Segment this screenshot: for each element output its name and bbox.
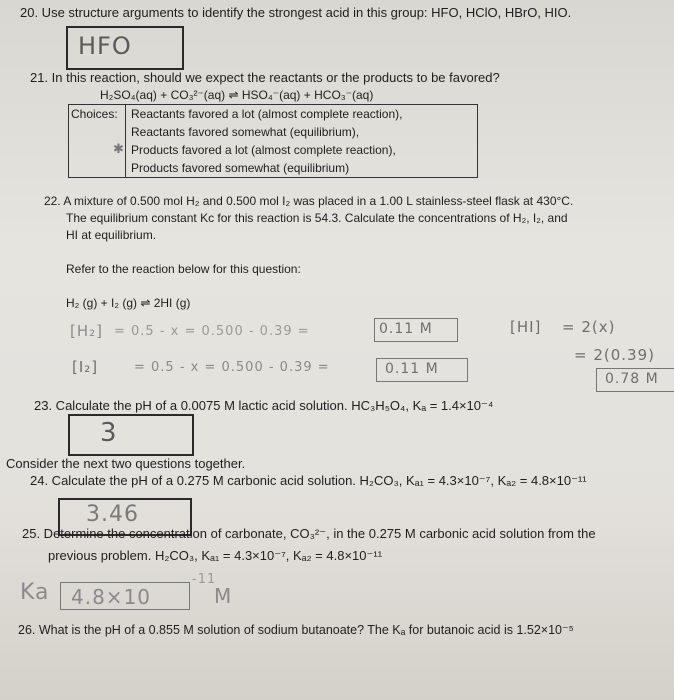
h2-answer: 0.11 M	[379, 321, 433, 337]
question-26: 26. What is the pH of a 0.855 M solution of sodium butanoate? The Kₐ for butanoic acid is 1.52×10⁻⁵	[18, 623, 574, 637]
choices-divider	[125, 105, 126, 177]
question-25-line-1: 25. Determine the concentration of carbonate, CO₃²⁻, in the 0.275 M carbonic acid solution from the	[22, 526, 596, 541]
reaction-equation: H₂ (g) + I₂ (g) ⇌ 2HI (g)	[66, 296, 191, 310]
i2-answer: 0.11 M	[385, 361, 439, 377]
hi-line-2: = 2(0.39)	[574, 346, 655, 364]
question-20: 20. Use structure arguments to identify the strongest acid in this group: HFO, HClO, HBrO, HIO.	[20, 5, 572, 20]
h2-expression: = 0.5 - x = 0.500 - 0.39 =	[114, 324, 310, 339]
hi-answer: 0.78 M	[605, 371, 659, 387]
answer-box-23	[68, 414, 194, 456]
answer-box-25	[60, 582, 190, 610]
question-22-line-2: The equilibrium constant Kc for this reaction is 54.3. Calculate the concentrations of H₂, I₂, and	[66, 211, 568, 225]
question-23: 23. Calculate the pH of a 0.0075 M lactic acid solution. HC₃H₅O₄, Kₐ = 1.4×10⁻⁴	[34, 398, 494, 413]
answer-23: 3	[100, 418, 118, 448]
refer-instruction: Refer to the reaction below for this question:	[66, 262, 301, 276]
hi-line-1: = 2(x)	[562, 318, 616, 336]
answer-25-exponent: -11	[192, 572, 217, 587]
hi-answer-box	[596, 368, 674, 392]
choice-3: Products favored a lot (almost complete reaction),	[131, 143, 396, 157]
question-22-line-3: HI at equilibrium.	[66, 228, 157, 242]
answer-25-unit: M	[214, 584, 233, 608]
answer-20: HFO	[78, 32, 132, 60]
answer-box-20	[66, 26, 184, 70]
choice-1: Reactants favored a lot (almost complete reaction),	[131, 107, 403, 121]
i2-expression: = 0.5 - x = 0.500 - 0.39 =	[134, 360, 330, 375]
question-21: 21. In this reaction, should we expect the reactants or the products to be favored?	[30, 70, 500, 85]
choices-box	[68, 104, 478, 178]
consider-instruction: Consider the next two questions together.	[6, 456, 246, 471]
i2-label: [I₂]	[72, 358, 99, 376]
question-24: 24. Calculate the pH of a 0.275 M carbonic acid solution. H₂CO₃, Kₐ₁ = 4.3×10⁻⁷, Kₐ₂ = 4.8×10⁻¹¹	[30, 473, 587, 488]
q21-equation: H₂SO₄(aq) + CO₃²⁻(aq) ⇌ HSO₄⁻(aq) + HCO₃⁻(aq)	[100, 88, 374, 102]
h2-label: [H₂]	[70, 322, 103, 340]
h2-answer-box	[374, 318, 458, 342]
choice-4: Products favored somewhat (equilibrium)	[131, 161, 350, 175]
answer-25: 4.8×10	[71, 585, 152, 609]
star-mark-icon: ✱	[113, 141, 124, 156]
question-22-line-1: 22. A mixture of 0.500 mol H₂ and 0.500 mol I₂ was placed in a 1.00 L stainless-steel flask at 430°C.	[44, 194, 574, 208]
choices-label: Choices:	[71, 107, 118, 121]
answer-25-prefix: Ka	[20, 580, 50, 605]
answer-24: 3.46	[86, 502, 139, 527]
question-25-line-2: previous problem. H₂CO₃, Kₐ₁ = 4.3×10⁻⁷, Kₐ₂ = 4.8×10⁻¹¹	[48, 548, 383, 563]
i2-answer-box	[376, 358, 468, 382]
choice-2: Reactants favored somewhat (equilibrium),	[131, 125, 360, 139]
hi-label: [HI]	[510, 318, 542, 336]
